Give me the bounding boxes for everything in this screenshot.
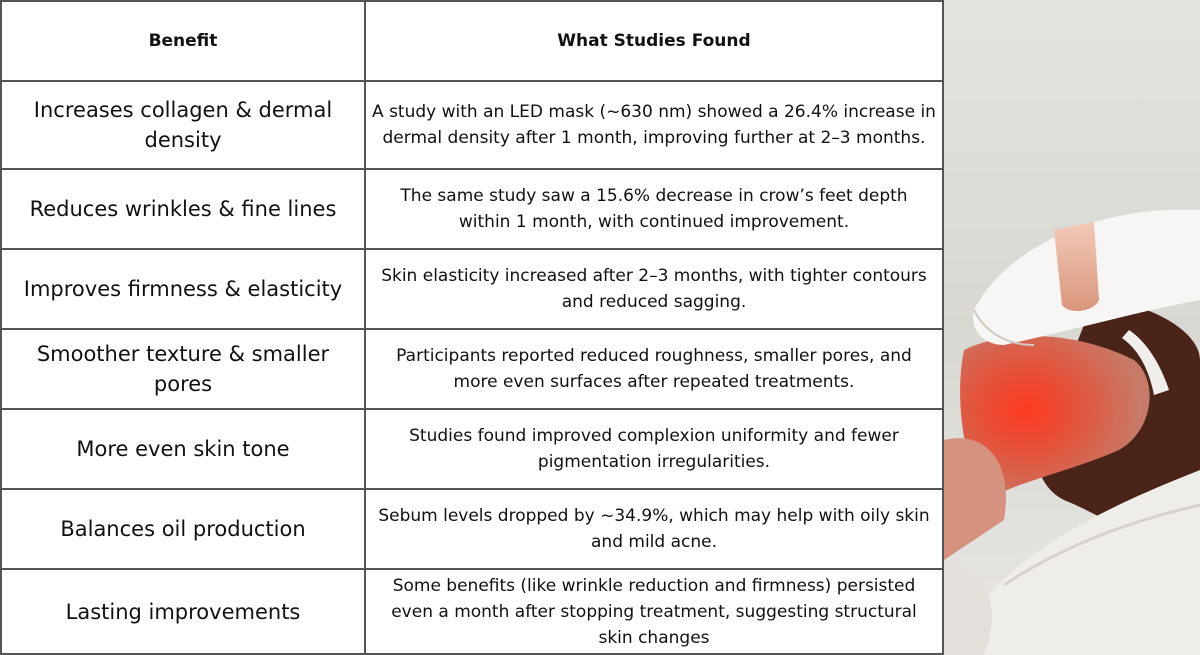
- row-2-benefit: Reduces wrinkles & fine lines: [2, 170, 366, 250]
- row-3-benefit: Improves firmness & elasticity: [2, 250, 366, 330]
- row-6-benefit: Balances oil production: [2, 490, 366, 570]
- row-1-finding: A study with an LED mask (~630 nm) showed a 26.4% increase in dermal density after 1 month, improving further at 2–3 months.: [366, 82, 944, 170]
- row-2-finding: The same study saw a 15.6% decrease in crow’s feet depth within 1 month, with continued improvement.: [366, 170, 944, 250]
- header-benefit: Benefit: [2, 2, 366, 82]
- row-4-benefit: Smoother texture & smaller pores: [2, 330, 366, 410]
- row-3-finding: Skin elasticity increased after 2–3 months, with tighter contours and reduced sagging.: [366, 250, 944, 330]
- led-mask-photo: [944, 0, 1200, 655]
- row-5-benefit: More even skin tone: [2, 410, 366, 490]
- row-1-benefit: Increases collagen & dermal density: [2, 82, 366, 170]
- row-4-finding: Participants reported reduced roughness, smaller pores, and more even surfaces after repeated treatments.: [366, 330, 944, 410]
- header-findings: What Studies Found: [366, 2, 944, 82]
- row-6-finding: Sebum levels dropped by ~34.9%, which may help with oily skin and mild acne.: [366, 490, 944, 570]
- row-7-benefit: Lasting improvements: [2, 570, 366, 655]
- row-7-finding: Some benefits (like wrinkle reduction and firmness) persisted even a month after stopping treatment, suggesting structural skin changes: [366, 570, 944, 655]
- led-mask-illustration: [944, 0, 1200, 655]
- row-5-finding: Studies found improved complexion uniformity and fewer pigmentation irregularities.: [366, 410, 944, 490]
